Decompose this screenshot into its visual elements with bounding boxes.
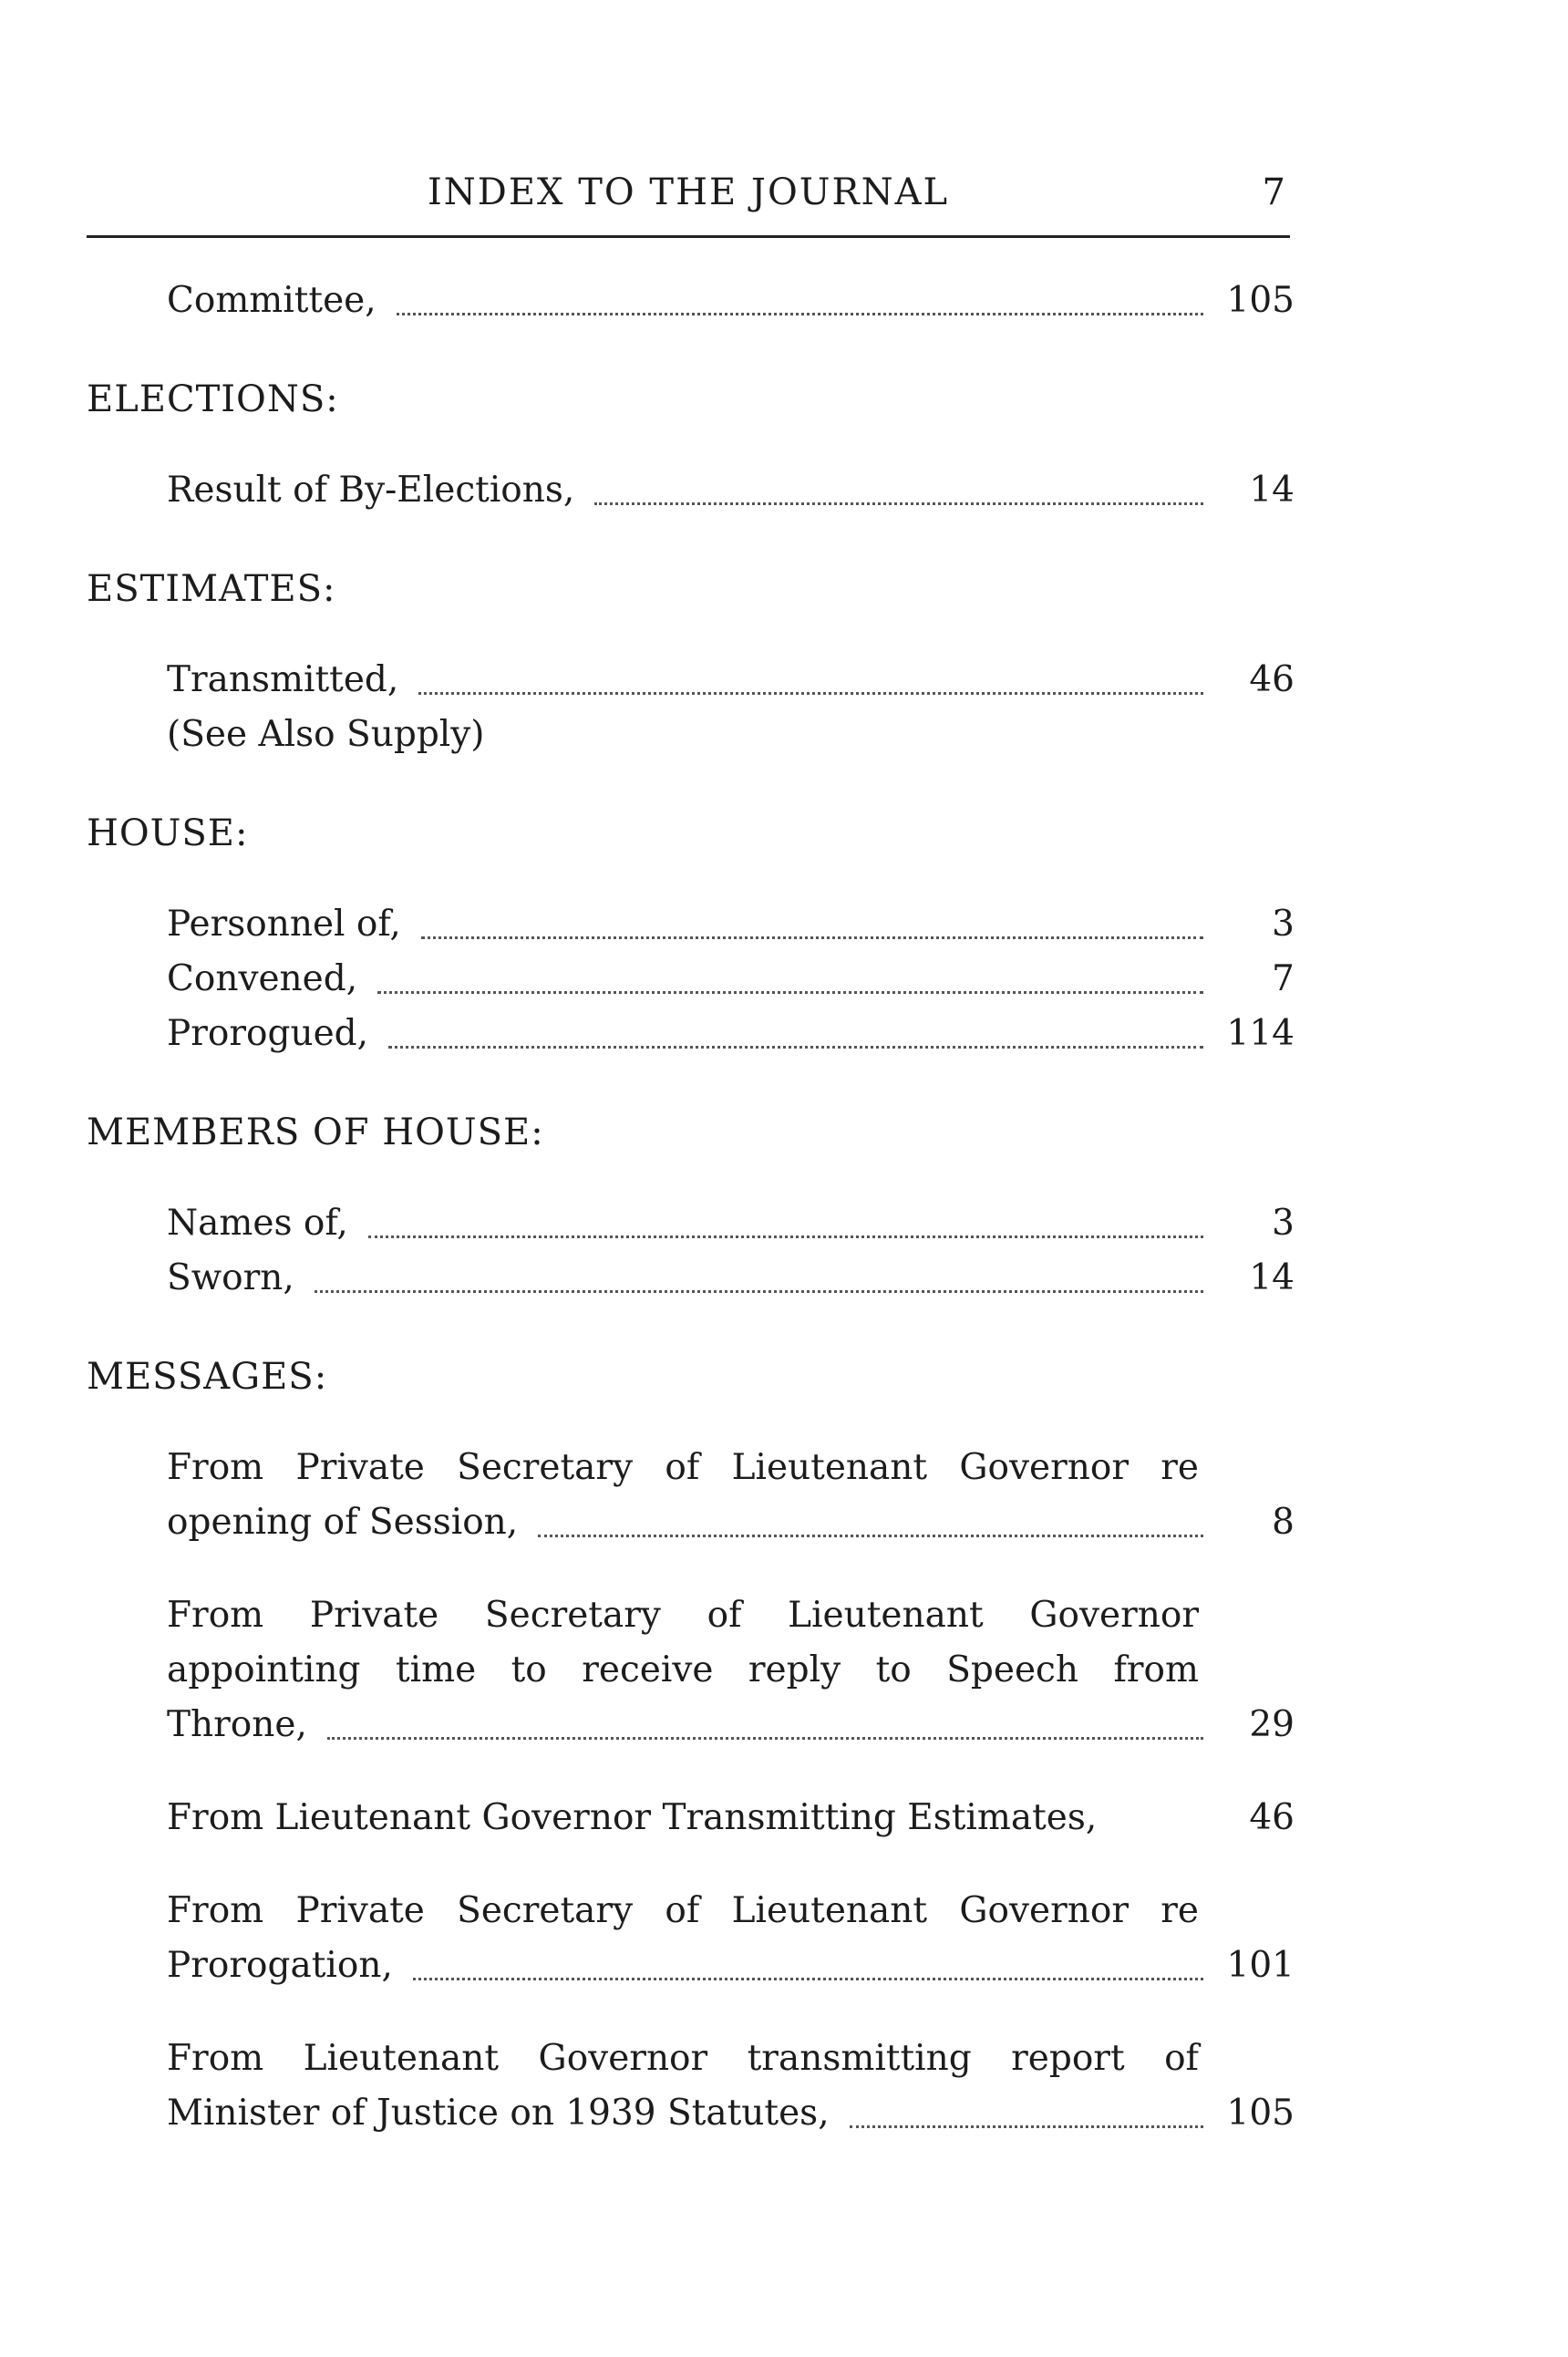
entry-text-line: appointing time to receive reply to Speech from — [167, 1649, 1199, 1690]
dot-leader — [538, 1535, 1203, 1537]
entry-last-line — [167, 2086, 1295, 2141]
index-content — [87, 274, 1295, 2141]
header-rule — [87, 235, 1290, 238]
dot-leader — [377, 991, 1203, 994]
entry-text-line: From Lieutenant Governor transmitting report of — [167, 2038, 1199, 2079]
index-entry — [87, 653, 1295, 708]
entry-page-ref: 105 — [1226, 280, 1295, 321]
section-heading-house: HOUSE: — [87, 812, 249, 854]
dot-leader — [413, 1978, 1203, 1980]
entry-text: Committee, — [167, 280, 377, 321]
entry-text: Transmitted, — [167, 659, 399, 700]
section-heading-estimates: ESTIMATES: — [87, 568, 336, 610]
dot-leader — [327, 1737, 1203, 1740]
entry-text: Throne, — [167, 1704, 307, 1745]
index-entry-multiline — [87, 1884, 1295, 1993]
entry-text: Sworn, — [167, 1257, 294, 1298]
entry-text: Result of By-Elections, — [167, 470, 575, 511]
entry-text: Prorogued, — [167, 1013, 369, 1054]
running-head — [82, 171, 1295, 226]
page-number: 7 — [1262, 171, 1285, 213]
entry-text: Prorogation, — [167, 1945, 393, 1986]
entry-page-ref: 105 — [1226, 2093, 1295, 2134]
entry-last-line — [167, 1938, 1295, 1993]
entry-page-ref: 46 — [1249, 659, 1295, 700]
index-entry-multiline — [87, 2031, 1295, 2141]
entry-page-ref: 8 — [1272, 1502, 1295, 1543]
entry-text-line: From Private Secretary of Lieutenant Governor re — [167, 1447, 1199, 1488]
index-entry — [87, 463, 1295, 518]
entry-page-ref: 14 — [1249, 1257, 1295, 1298]
dot-leader — [421, 936, 1203, 939]
entry-page-ref: 3 — [1272, 1203, 1295, 1244]
entry-text: opening of Session, — [167, 1502, 519, 1543]
dot-leader — [388, 1046, 1203, 1049]
index-entry-committee — [87, 274, 1295, 328]
see-also-note: (See Also Supply) — [167, 714, 485, 755]
dot-leader — [850, 2125, 1203, 2128]
entry-page-ref: 3 — [1272, 904, 1295, 945]
section-heading-members: MEMBERS OF HOUSE: — [87, 1111, 544, 1153]
entry-text-line: From Private Secretary of Lieutenant Governor — [167, 1595, 1199, 1636]
entry-page-ref: 29 — [1249, 1704, 1295, 1745]
entry-text: Names of, — [167, 1203, 348, 1244]
entry-text: Personnel of, — [167, 904, 401, 945]
dot-leader — [315, 1290, 1203, 1293]
entry-text: From Lieutenant Governor Transmitting Estimates, — [167, 1797, 1098, 1838]
running-title: INDEX TO THE JOURNAL — [427, 171, 950, 213]
entry-last-line — [167, 1495, 1295, 1550]
entry-page-ref: 7 — [1272, 958, 1295, 999]
index-entry-multiline — [87, 1441, 1295, 1550]
index-entry — [87, 897, 1295, 952]
dot-leader — [397, 313, 1203, 315]
entry-page-ref: 101 — [1226, 1945, 1295, 1986]
entry-page-ref: 14 — [1249, 470, 1295, 511]
index-entry — [87, 1791, 1295, 1845]
section-heading-messages: MESSAGES: — [87, 1356, 328, 1398]
entry-text: Convened, — [167, 958, 358, 999]
dot-leader — [368, 1235, 1203, 1238]
index-entry — [87, 1251, 1295, 1306]
entry-text-line: From Private Secretary of Lieutenant Governor re — [167, 1890, 1199, 1931]
entry-last-line — [167, 1698, 1295, 1752]
index-entry — [87, 1196, 1295, 1251]
entry-page-ref: 46 — [1249, 1797, 1295, 1838]
index-entry — [87, 952, 1295, 1007]
dot-leader — [594, 502, 1203, 505]
section-heading-elections: ELECTIONS: — [87, 378, 339, 420]
entry-page-ref: 114 — [1226, 1013, 1295, 1054]
index-entry — [87, 1007, 1295, 1061]
dot-leader — [418, 692, 1203, 695]
index-entry-multiline — [87, 1588, 1295, 1752]
entry-text: Minister of Justice on 1939 Statutes, — [167, 2093, 830, 2134]
